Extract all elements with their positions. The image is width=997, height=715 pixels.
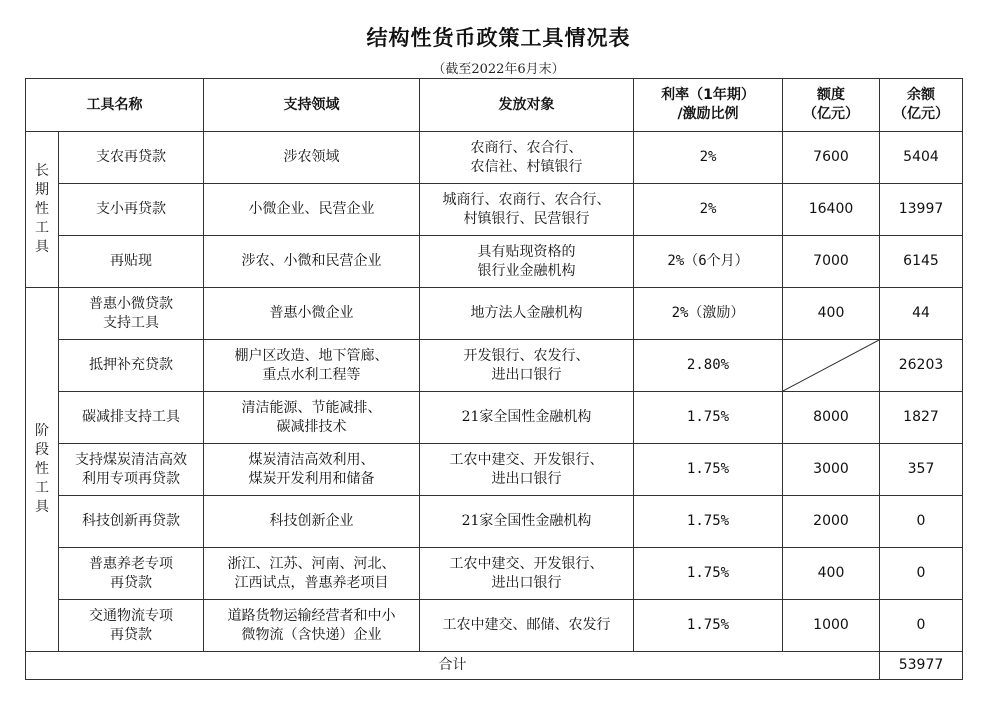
category-char: 长 — [35, 163, 49, 179]
category-char: 工 — [35, 220, 49, 236]
tool-name-line: 碳减排支持工具 — [82, 409, 180, 425]
cell-tool-name — [59, 548, 204, 600]
tool-name-line: 支持煤炭清洁高效 — [75, 451, 187, 468]
cell-balance: 357 — [880, 444, 963, 496]
table-header-row — [26, 79, 963, 132]
cell-target — [420, 496, 634, 548]
support-field-line: 涉农、小微和民营企业 — [241, 253, 382, 269]
target-line: 21家全国性金融机构 — [461, 513, 592, 529]
table-row — [26, 392, 963, 444]
cell-target — [420, 600, 634, 652]
support-field-line: 碳减排技术 — [276, 418, 347, 435]
header-rate — [634, 79, 783, 132]
category-long-term — [26, 132, 59, 288]
cell-tool-name — [59, 184, 204, 236]
support-field-line: 道路货物运输经营者和中小 — [227, 607, 396, 624]
support-field-line: 重点水利工程等 — [262, 366, 361, 383]
cell-target — [420, 392, 634, 444]
cell-quota: 7600 — [783, 132, 880, 184]
cell-tool-name — [59, 288, 204, 340]
cell-balance: 5404 — [880, 132, 963, 184]
tool-name-line: 抵押补充贷款 — [89, 357, 173, 373]
cell-target — [420, 132, 634, 184]
cell-balance: 44 — [880, 288, 963, 340]
table-row — [26, 496, 963, 548]
target-line: 进出口银行 — [491, 470, 562, 487]
support-field-line: 科技创新企业 — [269, 513, 354, 529]
cell-support-field — [204, 548, 420, 600]
target-line: 进出口银行 — [491, 574, 562, 591]
cell-quota: 400 — [783, 548, 880, 600]
cell-quota: 7000 — [783, 236, 880, 288]
cell-target — [420, 236, 634, 288]
cell-rate: 2% — [634, 132, 783, 184]
cell-balance: 26203 — [880, 340, 963, 392]
page-subtitle: （截至2022年6月末） — [432, 62, 565, 77]
tool-name-line: 普惠小微贷款 — [89, 295, 173, 312]
target-line: 银行业金融机构 — [477, 262, 576, 279]
table-row — [26, 600, 963, 652]
cell-balance: 13997 — [880, 184, 963, 236]
category-char: 具 — [35, 239, 49, 255]
cell-quota-empty — [783, 340, 880, 392]
total-value: 53977 — [880, 652, 963, 680]
cell-rate: 2%（激励） — [634, 288, 783, 340]
cell-quota: 2000 — [783, 496, 880, 548]
cell-rate: 1.75% — [634, 600, 783, 652]
cell-balance: 0 — [880, 548, 963, 600]
cell-tool-name — [59, 444, 204, 496]
category-char: 具 — [35, 499, 49, 515]
support-field-line: 清洁能源、节能减排、 — [241, 399, 382, 416]
cell-quota: 1000 — [783, 600, 880, 652]
category-char: 性 — [35, 201, 49, 217]
target-line: 村镇银行、民营银行 — [463, 210, 590, 227]
tool-name-line: 利用专项再贷款 — [82, 470, 180, 487]
cell-balance: 6145 — [880, 236, 963, 288]
support-field-line: 煤炭开发利用和储备 — [248, 470, 375, 487]
category-char: 性 — [35, 461, 49, 477]
header-support-field: 支持领域 — [204, 79, 420, 132]
cell-target — [420, 340, 634, 392]
cell-target — [420, 288, 634, 340]
cell-support-field — [204, 444, 420, 496]
tool-name-line: 再贴现 — [110, 253, 152, 269]
cell-target — [420, 548, 634, 600]
header-tool-name: 工具名称 — [26, 79, 204, 132]
cell-balance: 0 — [880, 600, 963, 652]
target-line: 城商行、农商行、农合行、 — [442, 191, 611, 208]
header-quota-line1: 额度 — [817, 87, 845, 103]
table-row — [26, 288, 963, 340]
target-line: 工农中建交、邮储、农发行 — [442, 617, 611, 633]
cell-support-field — [204, 340, 420, 392]
table-row — [26, 340, 963, 392]
header-target: 发放对象 — [420, 79, 634, 132]
cell-rate: 1.75% — [634, 496, 783, 548]
cell-tool-name — [59, 392, 204, 444]
support-field-line: 涉农领域 — [283, 149, 340, 165]
support-field-line: 江西试点，普惠养老项目 — [234, 574, 389, 591]
target-line: 进出口银行 — [491, 366, 562, 383]
category-char: 阶 — [35, 423, 49, 439]
header-quota — [783, 79, 880, 132]
category-char: 工 — [35, 480, 49, 496]
table-row — [26, 236, 963, 288]
support-field-line: 煤炭清洁高效利用、 — [248, 451, 375, 468]
total-label: 合计 — [26, 652, 880, 680]
target-line: 地方法人金融机构 — [470, 305, 583, 321]
tool-name-line: 再贷款 — [110, 574, 152, 591]
cell-quota: 3000 — [783, 444, 880, 496]
page-title: 结构性货币政策工具情况表 — [366, 26, 631, 50]
cell-support-field — [204, 288, 420, 340]
cell-rate: 2% — [634, 184, 783, 236]
tool-name-line: 科技创新再贷款 — [82, 513, 180, 529]
header-balance-line2: （亿元） — [893, 106, 949, 122]
cell-tool-name — [59, 132, 204, 184]
diagonal-slash — [783, 340, 879, 391]
cell-support-field — [204, 184, 420, 236]
cell-tool-name — [59, 600, 204, 652]
cell-rate: 1.75% — [634, 392, 783, 444]
cell-quota: 8000 — [783, 392, 880, 444]
header-rate-line1: 利率（1年期） — [661, 87, 755, 103]
table-row — [26, 444, 963, 496]
tool-name-line: 再贷款 — [110, 626, 152, 643]
cell-rate: 2.80% — [634, 340, 783, 392]
category-char: 期 — [35, 182, 49, 198]
cell-tool-name — [59, 236, 204, 288]
category-stage — [26, 288, 59, 652]
cell-support-field — [204, 600, 420, 652]
cell-rate: 1.75% — [634, 548, 783, 600]
cell-target — [420, 444, 634, 496]
target-line: 21家全国性金融机构 — [461, 409, 592, 425]
cell-support-field — [204, 132, 420, 184]
cell-quota: 16400 — [783, 184, 880, 236]
target-line: 工农中建交、开发银行、 — [449, 451, 604, 468]
header-balance-line1: 余额 — [907, 87, 935, 103]
cell-support-field — [204, 392, 420, 444]
cell-rate: 1.75% — [634, 444, 783, 496]
tool-name-line: 普惠养老专项 — [89, 555, 173, 572]
tool-name-line: 支持工具 — [103, 314, 159, 331]
header-rate-line2: /激励比例 — [677, 106, 739, 122]
target-line: 农信社、村镇银行 — [470, 158, 583, 175]
target-line: 工农中建交、开发银行、 — [449, 555, 604, 572]
cell-support-field — [204, 496, 420, 548]
tool-name-line: 交通物流专项 — [89, 607, 173, 624]
total-row — [26, 652, 963, 680]
cell-quota: 400 — [783, 288, 880, 340]
table-row — [26, 184, 963, 236]
cell-target — [420, 184, 634, 236]
support-field-line: 普惠小微企业 — [269, 305, 354, 321]
support-field-line: 棚户区改造、地下管廊、 — [234, 347, 389, 364]
cell-support-field — [204, 236, 420, 288]
support-field-line: 小微企业、民营企业 — [248, 201, 375, 217]
cell-rate: 2%（6个月） — [634, 236, 783, 288]
category-char: 段 — [35, 442, 49, 458]
cell-tool-name — [59, 496, 204, 548]
target-line: 开发银行、农发行、 — [463, 347, 590, 364]
table-row — [26, 548, 963, 600]
tool-name-line: 支小再贷款 — [96, 201, 166, 217]
header-balance — [880, 79, 963, 132]
header-quota-line2: （亿元） — [803, 106, 859, 122]
target-line: 农商行、农合行、 — [470, 139, 583, 156]
target-line: 具有贴现资格的 — [477, 243, 576, 260]
table-row — [26, 132, 963, 184]
cell-balance: 0 — [880, 496, 963, 548]
support-field-line: 浙江、江苏、河南、河北、 — [227, 555, 396, 572]
policy-tools-table — [25, 78, 963, 680]
support-field-line: 微物流（含快递）企业 — [241, 626, 382, 643]
cell-tool-name — [59, 340, 204, 392]
tool-name-line: 支农再贷款 — [96, 149, 166, 165]
cell-balance: 1827 — [880, 392, 963, 444]
